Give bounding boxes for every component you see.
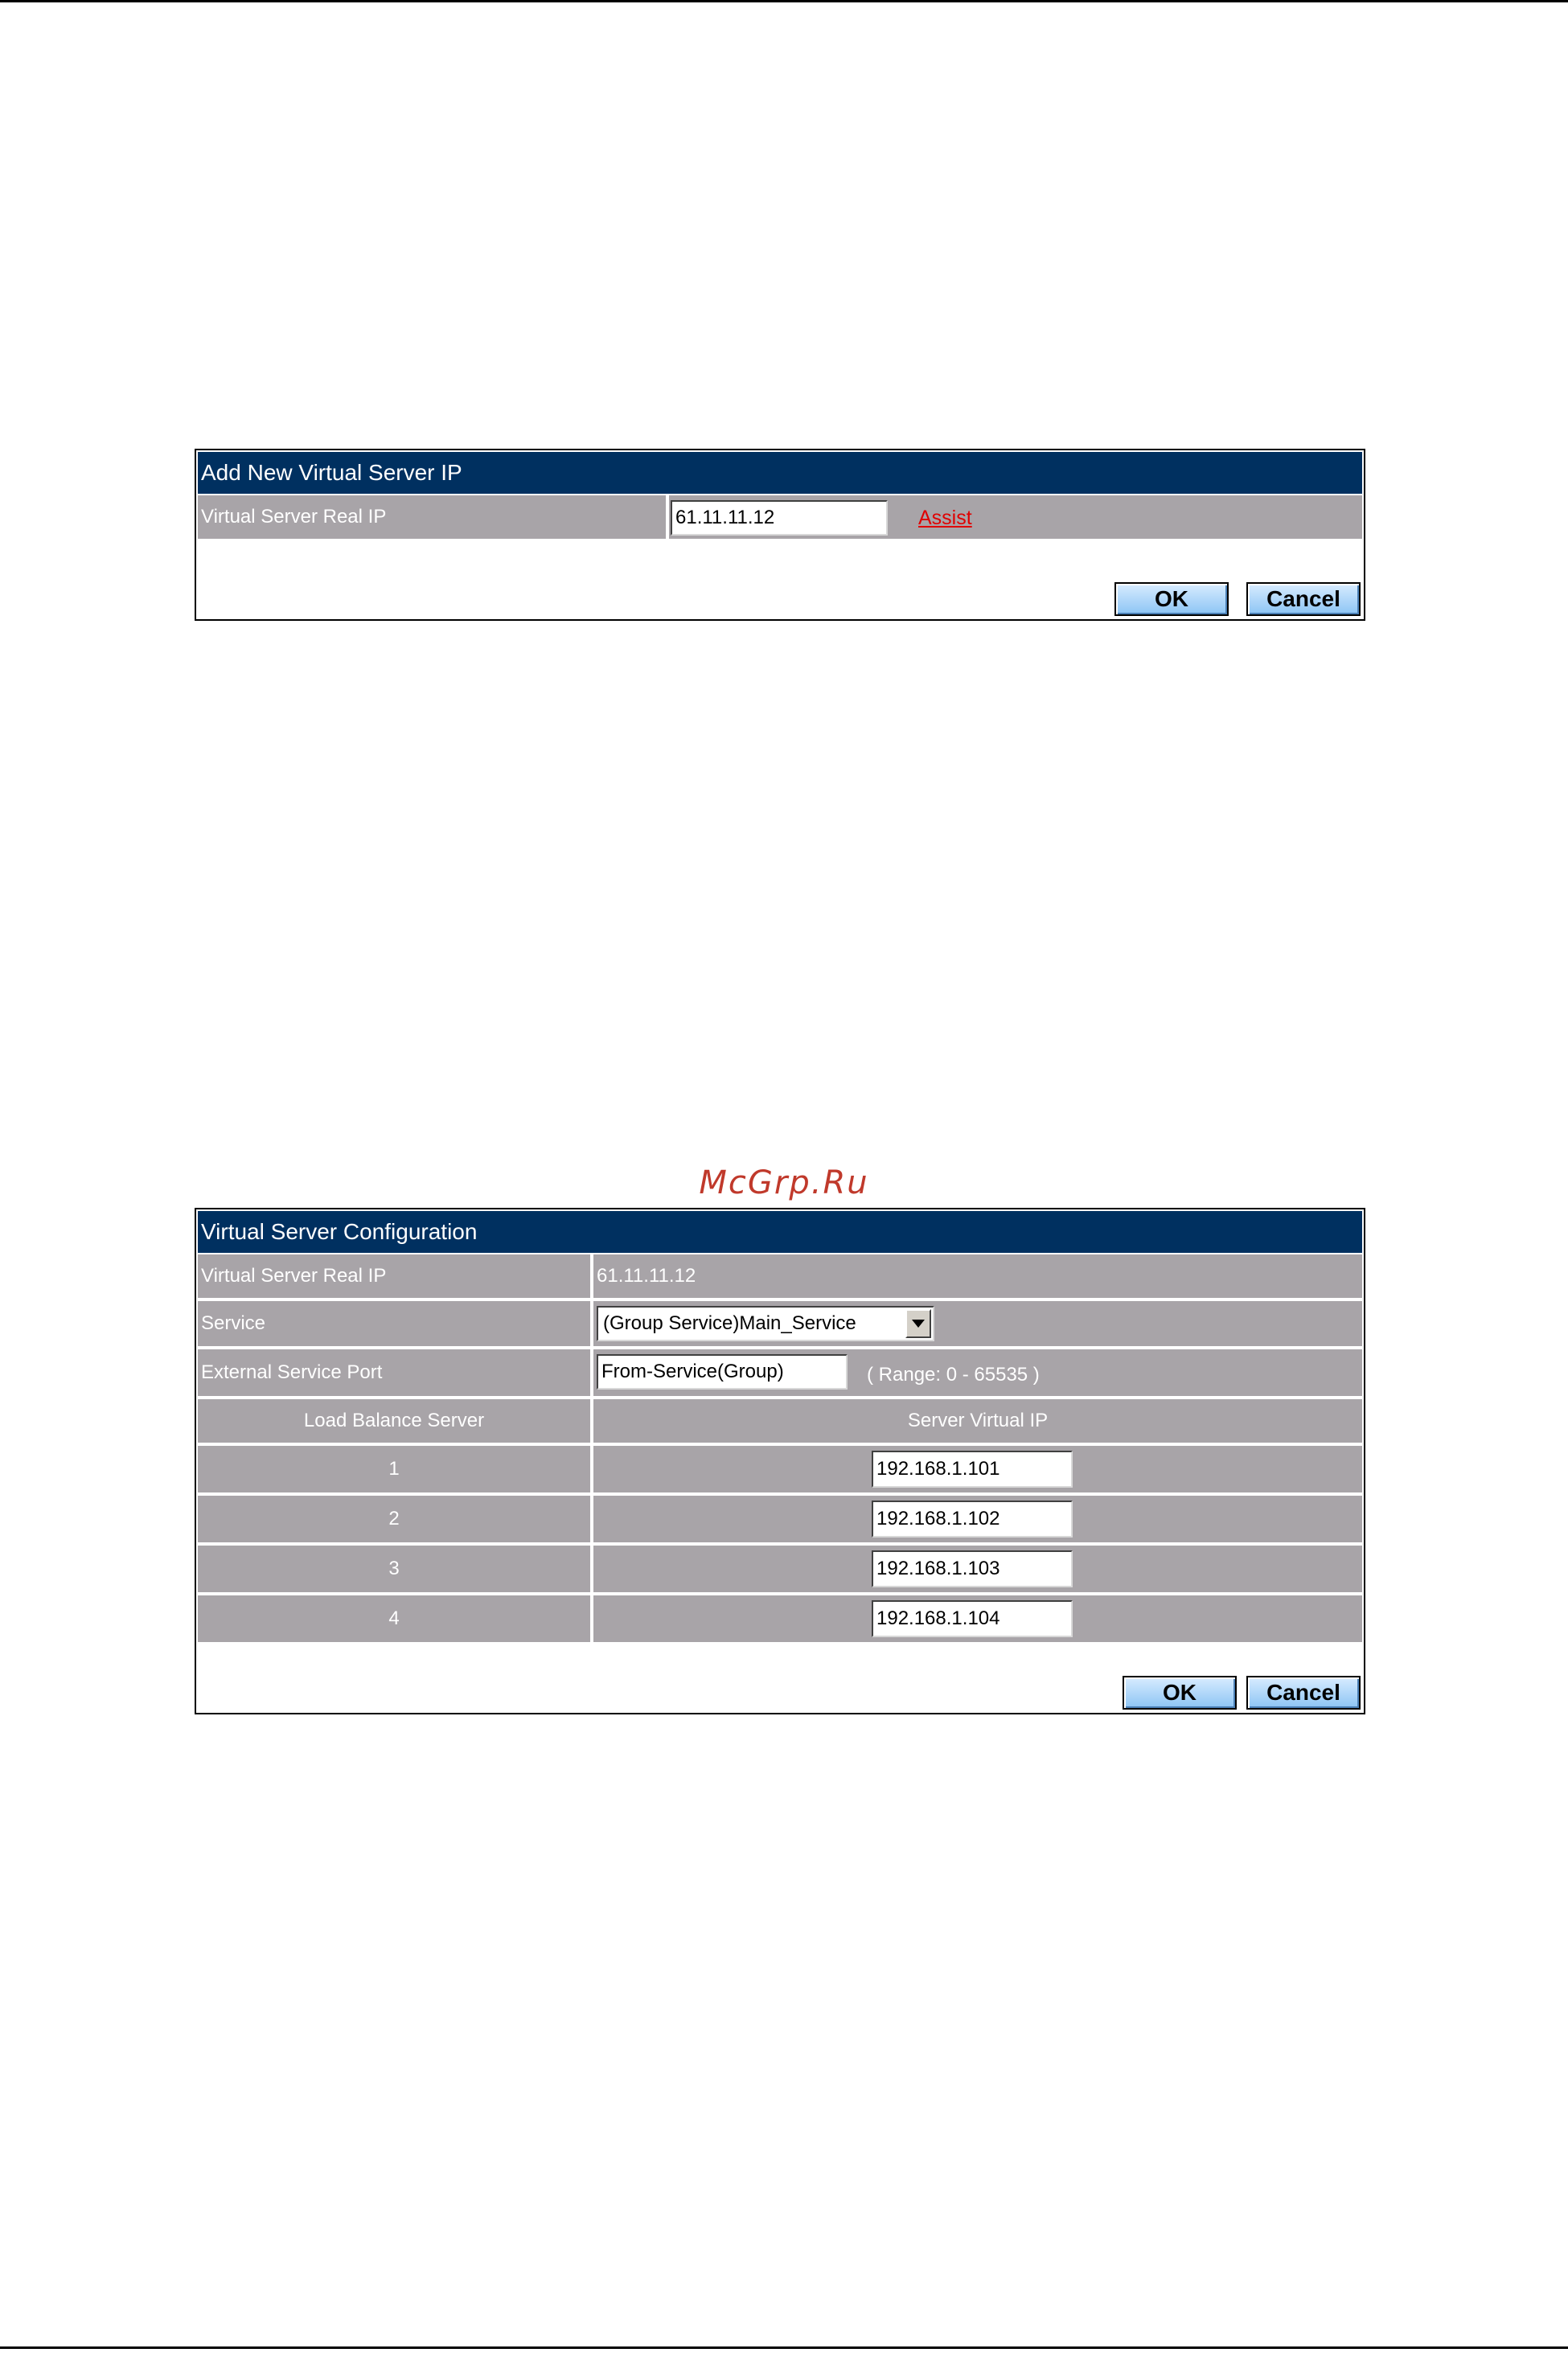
panel-title: Virtual Server Configuration [198, 1211, 1362, 1253]
real-ip-label: Virtual Server Real IP [198, 1254, 590, 1298]
server-virtual-ip-input[interactable]: 192.168.1.103 [872, 1550, 1073, 1587]
table-row [198, 1446, 1362, 1492]
service-label: Service [198, 1301, 590, 1346]
external-port-input[interactable]: From-Service(Group) [597, 1354, 848, 1390]
real-ip-input[interactable]: 61.11.11.12 [671, 500, 888, 536]
assist-link[interactable]: Assist [918, 507, 972, 529]
external-port-row [198, 1349, 1362, 1396]
ok-button[interactable]: OK [1114, 582, 1229, 616]
service-row [198, 1301, 1362, 1346]
server-ip-cell [593, 1546, 1362, 1592]
col-load-balance-server: Load Balance Server [198, 1399, 590, 1443]
server-number: 3 [198, 1546, 590, 1592]
service-select[interactable] [597, 1306, 934, 1341]
panel-title: Add New Virtual Server IP [198, 452, 1362, 494]
real-ip-cell [669, 495, 1362, 539]
col-server-virtual-ip: Server Virtual IP [593, 1399, 1362, 1443]
service-cell [593, 1301, 1362, 1346]
server-ip-cell [593, 1446, 1362, 1492]
add-virtual-server-ip-panel [195, 449, 1365, 621]
service-selected-value: (Group Service)Main_Service [603, 1312, 856, 1334]
table-row [198, 1496, 1362, 1542]
virtual-server-configuration-panel [195, 1208, 1365, 1714]
server-number: 1 [198, 1446, 590, 1492]
table-row [198, 1595, 1362, 1642]
server-virtual-ip-input[interactable]: 192.168.1.102 [872, 1501, 1073, 1538]
server-ip-cell [593, 1496, 1362, 1542]
watermark: McGrp.Ru [699, 1164, 869, 1201]
external-port-cell [593, 1349, 1362, 1396]
server-number: 4 [198, 1595, 590, 1642]
chevron-down-icon[interactable] [905, 1309, 931, 1338]
ok-button[interactable]: OK [1123, 1676, 1237, 1710]
real-ip-row [198, 1254, 1362, 1298]
server-ip-cell [593, 1595, 1362, 1642]
cancel-button[interactable]: Cancel [1246, 1676, 1361, 1710]
top-rule [0, 0, 1568, 2]
real-ip-label: Virtual Server Real IP [198, 495, 666, 539]
server-table-header [198, 1399, 1362, 1443]
server-virtual-ip-input[interactable]: 192.168.1.101 [872, 1451, 1073, 1488]
real-ip-row [198, 495, 1362, 539]
cancel-button[interactable]: Cancel [1246, 582, 1361, 616]
table-row [198, 1546, 1362, 1592]
external-port-label: External Service Port [198, 1349, 590, 1396]
real-ip-value: 61.11.11.12 [593, 1254, 1362, 1298]
bottom-rule [0, 2346, 1568, 2349]
server-virtual-ip-input[interactable]: 192.168.1.104 [872, 1600, 1073, 1637]
port-range-hint: ( Range: 0 - 65535 ) [867, 1364, 1040, 1386]
server-number: 2 [198, 1496, 590, 1542]
